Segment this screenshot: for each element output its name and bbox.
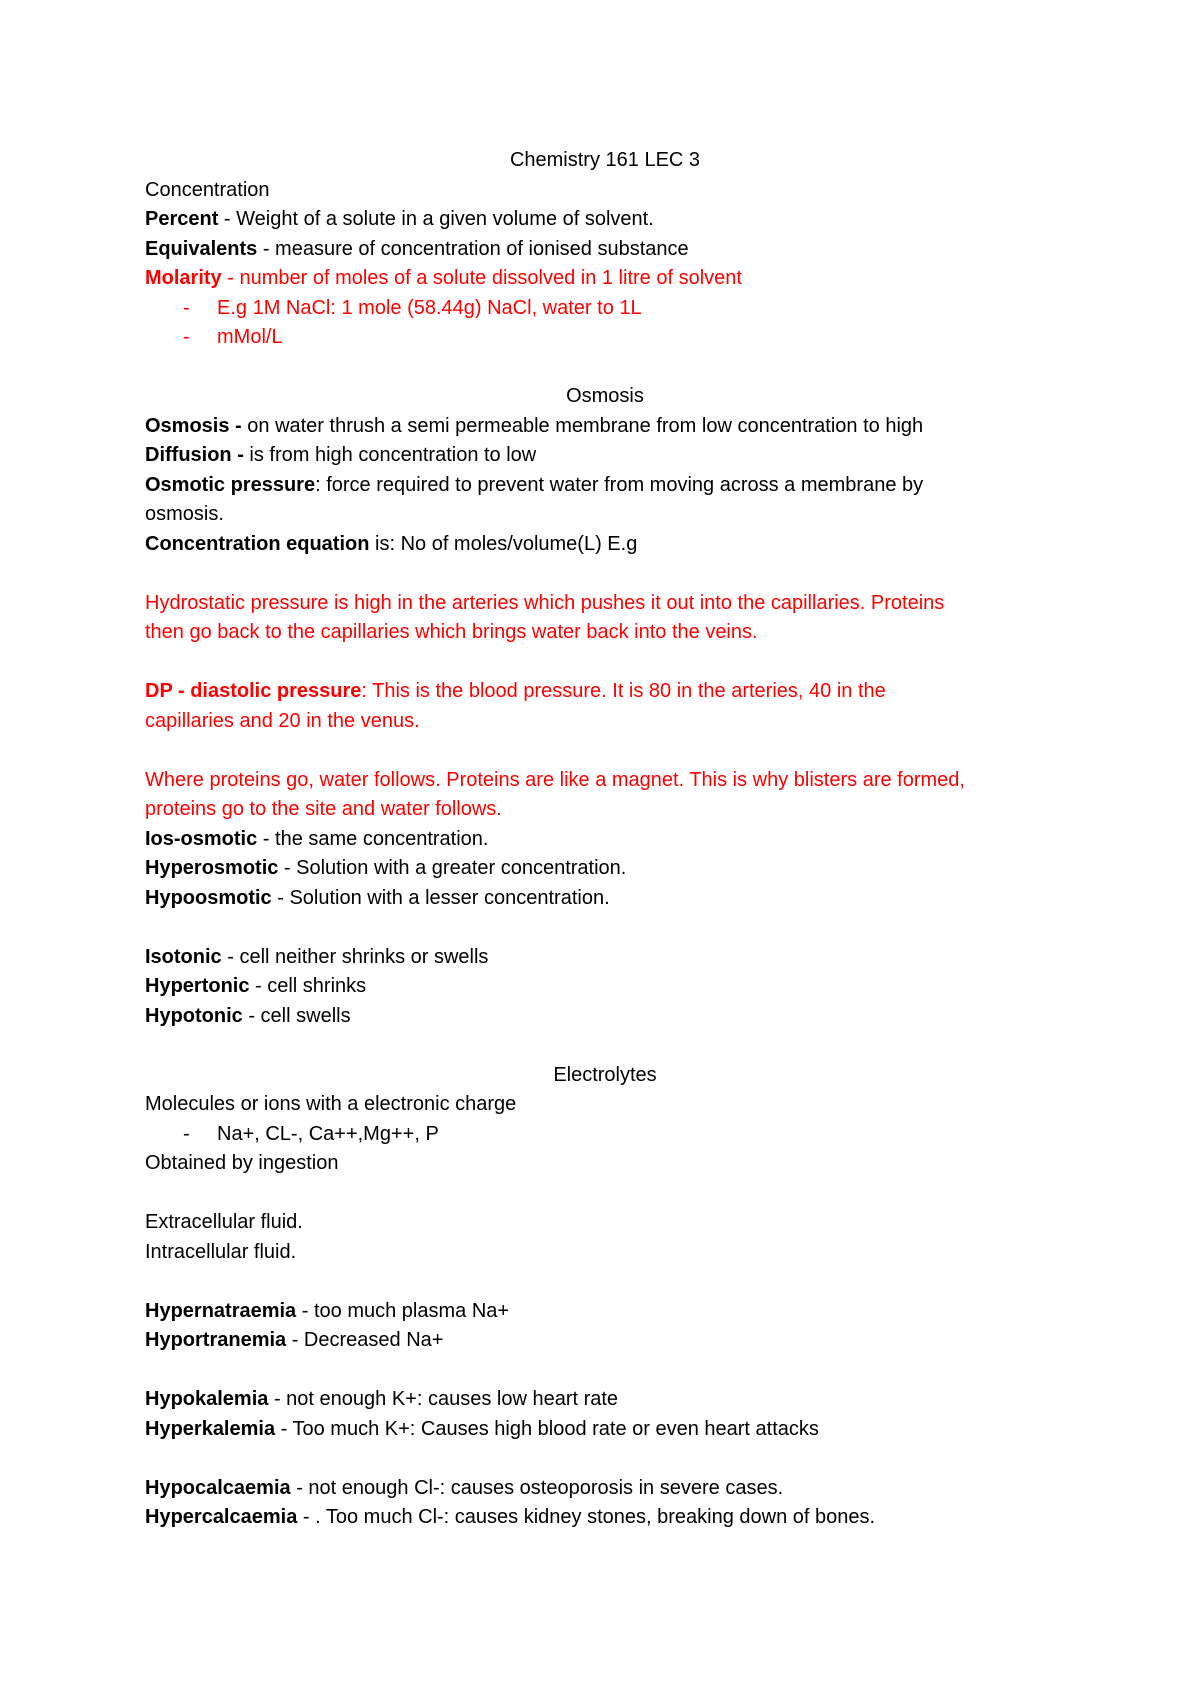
spacer [145, 1179, 1065, 1209]
term: Equivalents [145, 237, 258, 260]
section-heading-concentration: Concentration [145, 178, 270, 201]
term: Ios-osmotic [145, 827, 258, 850]
definition-text: - cell shrinks [249, 975, 367, 997]
term: Hypokalemia [145, 1388, 269, 1410]
definition-text: - too much plasma Na+ [296, 1299, 510, 1322]
term: Hyperkalemia [145, 1417, 276, 1440]
definition-concentration-equation [145, 530, 1065, 560]
definition-osmotic-pressure-cont: osmosis. [145, 503, 224, 525]
definition-diffusion [145, 441, 1065, 471]
term: Hyperosmotic [145, 857, 279, 879]
definition-hyperkalemia [145, 1415, 1065, 1445]
definition-hypoosmotic [145, 884, 1065, 914]
definition-percent [145, 205, 1065, 235]
definition-hyperosmotic [145, 854, 1065, 884]
definition-text: - number of moles of a solute dissolved in 1 litre of solvent [221, 267, 742, 289]
spacer [145, 913, 1065, 943]
definition-text: is: No of moles/volume(L) E.g [369, 532, 638, 555]
definition-text: - cell swells [242, 1004, 351, 1027]
paragraph-proteins-line2: proteins go to the site and water follows. [145, 798, 502, 820]
definition-text: - cell neither shrinks or swells [221, 945, 489, 968]
definition-text: - Weight of a solute in a given volume of solvent. [218, 208, 654, 230]
definition-molarity [145, 264, 1065, 294]
term: Percent [145, 208, 219, 230]
term: Hypocalcaemia [145, 1476, 291, 1499]
electrolytes-intro: Molecules or ions with a electronic charge [145, 1093, 517, 1115]
list-item-text: mMol/L [217, 326, 283, 348]
intracellular-fluid: Intracellular fluid. [145, 1240, 297, 1263]
document-title: Chemistry 161 LEC 3 [509, 149, 701, 171]
spacer [145, 1444, 1065, 1474]
term: Hypercalcaemia [145, 1506, 298, 1528]
definition-diastolic-pressure-cont: capillaries and 20 in the venus. [145, 709, 420, 732]
definition-hypocalcaemia [145, 1474, 1065, 1504]
definition-text: - Solution with a greater concentration. [278, 857, 627, 879]
term: Molarity [145, 267, 222, 289]
term: Hypoosmotic [145, 886, 272, 909]
term: Concentration equation [145, 532, 370, 555]
definition-text: on water thrush a semi permeable membrane from low concentration to high [241, 414, 924, 437]
definition-text: is from high concentration to low [243, 444, 537, 466]
definition-text: - measure of concentration of ionised substance [257, 237, 689, 260]
definition-equivalents [145, 235, 1065, 265]
definition-hypernatraemia [145, 1297, 1065, 1327]
bullet-marker: - [183, 1122, 190, 1145]
term: Osmosis - [145, 414, 242, 437]
spacer [145, 1031, 1065, 1061]
list-item [145, 294, 1065, 324]
definition-hypercalcaemia [145, 1503, 1065, 1533]
term: Hypotonic [145, 1004, 243, 1027]
term: Isotonic [145, 945, 222, 968]
list-item-text: E.g 1M NaCl: 1 mole (58.44g) NaCl, water to 1L [217, 296, 642, 319]
definition-osmotic-pressure [145, 471, 1065, 501]
paragraph-hydrostatic-line1: Hydrostatic pressure is high in the arteries which pushes it out into the capillaries. Proteins [145, 591, 945, 614]
term: Diffusion - [145, 444, 244, 466]
definition-text: - . Too much Cl-: causes kidney stones, breaking down of bones. [297, 1506, 876, 1528]
list-item-text: Na+, CL-, Ca++,Mg++, P [217, 1122, 439, 1145]
definition-text: - not enough K+: causes low heart rate [268, 1388, 619, 1410]
electrolytes-obtained: Obtained by ingestion [145, 1152, 339, 1174]
definition-hypertonic [145, 972, 1065, 1002]
definition-text: - Decreased Na+ [286, 1329, 444, 1351]
section-heading-electrolytes: Electrolytes [553, 1063, 657, 1086]
spacer [145, 1267, 1065, 1297]
definition-hypotonic [145, 1002, 1065, 1032]
spacer [145, 353, 1065, 383]
definition-iso-osmotic [145, 825, 1065, 855]
definition-isotonic [145, 943, 1065, 973]
term: DP - diastolic pressure [145, 680, 362, 702]
document-page [145, 146, 1065, 1533]
spacer [145, 1356, 1065, 1386]
definition-hypokalemia [145, 1385, 1065, 1415]
definition-osmosis [145, 412, 1065, 442]
extracellular-fluid: Extracellular fluid. [145, 1211, 303, 1233]
paragraph-proteins-line1: Where proteins go, water follows. Proteins are like a magnet. This is why blisters are formed, [145, 768, 965, 791]
paragraph-hydrostatic-line2: then go back to the capillaries which brings water back into the veins. [145, 621, 758, 643]
section-heading-osmosis: Osmosis [566, 385, 644, 407]
list-item [145, 1120, 1065, 1150]
definition-text: - Too much K+: Causes high blood rate or even heart attacks [275, 1417, 819, 1440]
definition-text: : This is the blood pressure. It is 80 in the arteries, 40 in the [361, 680, 886, 702]
definition-hyportranemia [145, 1326, 1065, 1356]
bullet-marker: - [183, 296, 190, 319]
definition-text: - Solution with a lesser concentration. [271, 886, 610, 909]
spacer [145, 736, 1065, 766]
term: Hypertonic [145, 975, 250, 997]
definition-text: - not enough Cl-: causes osteoporosis in severe cases. [290, 1476, 784, 1499]
bullet-marker: - [183, 326, 190, 348]
definition-diastolic-pressure [145, 677, 1065, 707]
term: Hypernatraemia [145, 1299, 297, 1322]
definition-text: : force required to prevent water from moving across a membrane by [315, 473, 924, 496]
term: Osmotic pressure [145, 473, 316, 496]
spacer [145, 648, 1065, 678]
list-item [145, 323, 1065, 353]
term: Hyportranemia [145, 1329, 287, 1351]
spacer [145, 559, 1065, 589]
definition-text: - the same concentration. [257, 827, 489, 850]
